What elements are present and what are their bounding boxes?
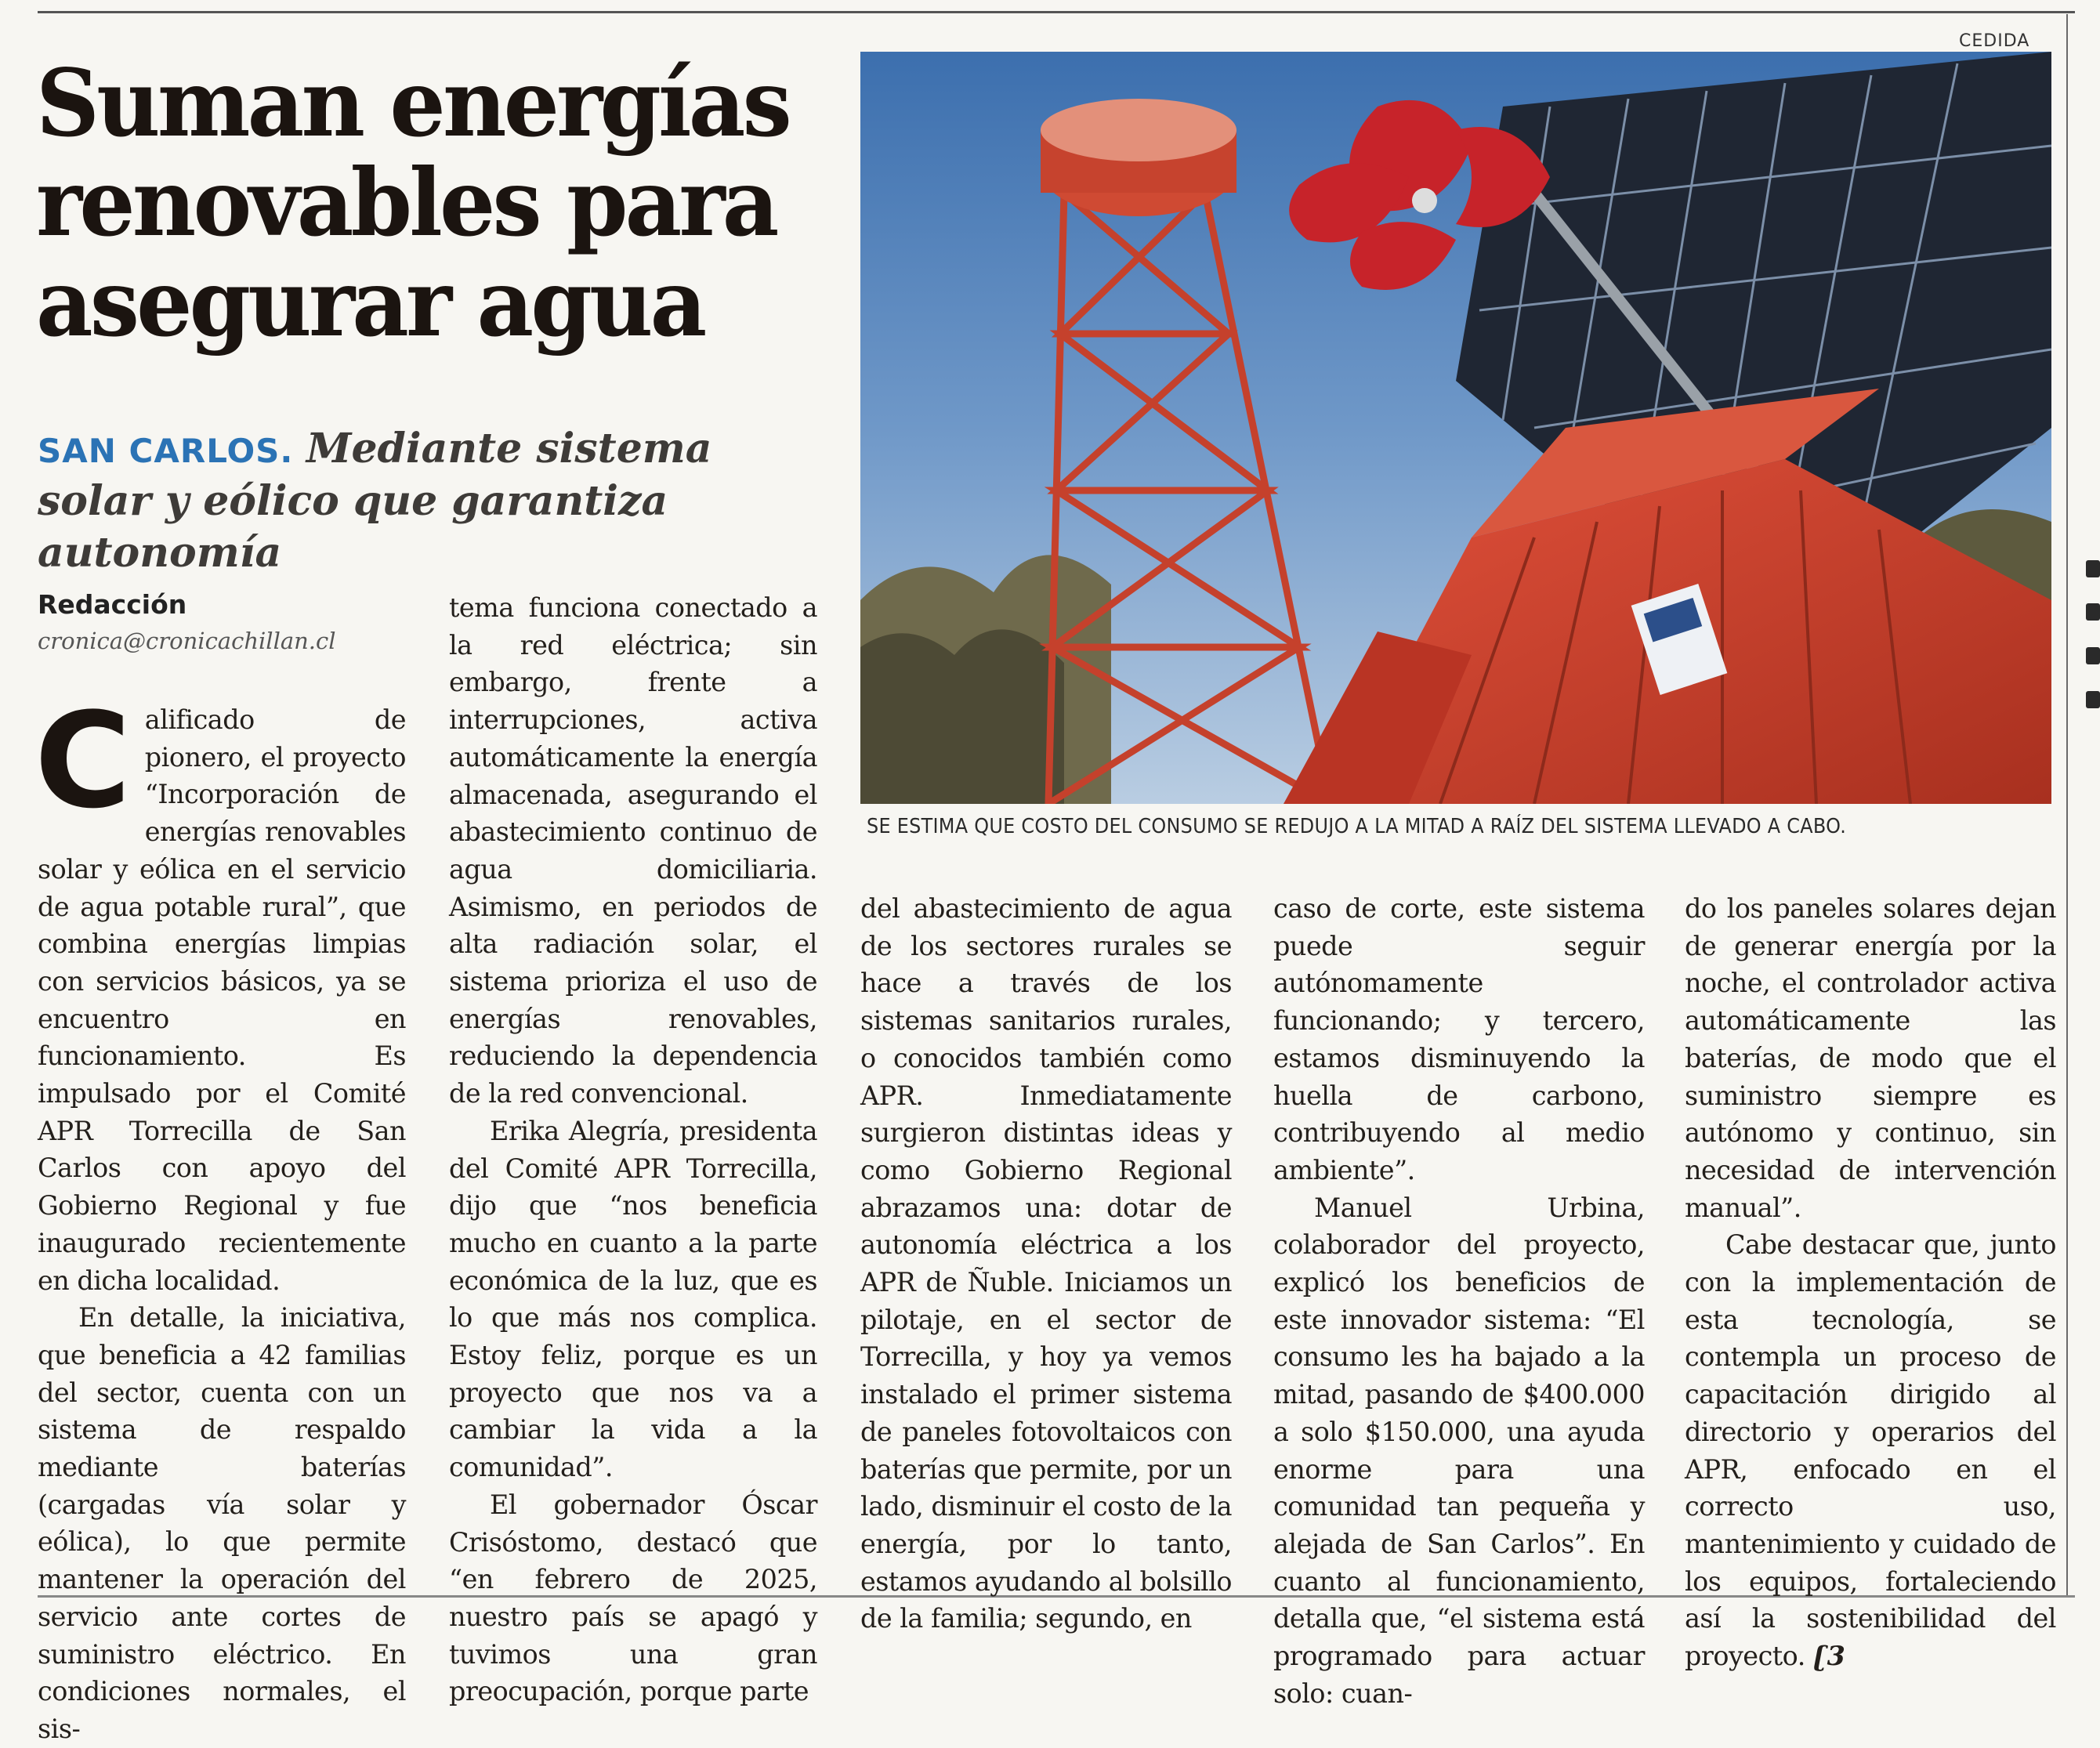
dateline-place: SAN CARLOS. — [38, 432, 294, 470]
end-mark: ʗ3 — [1812, 1641, 1845, 1672]
adjacent-text-edge — [2086, 603, 2100, 621]
paragraph — [1685, 1226, 2056, 1674]
paragraph: del abastecimiento de agua de los sectores rurales se hace a través de los sistemas sanitarios rurales, o conocidos también como APR. Inmediatamente surgieron distintas ideas y como Gobierno Regional abrazamos una: dotar de autonomía eléctrica a los APR de Ñuble. Iniciamos un pilotaje, en el sector de Torrecilla, y hoy ya vemos instalado el primer sistema de paneles fotovoltaicos con baterías que permite, por un lado, disminuir el costo de la energía, por lo tanto, estamos ayudando al bolsillo de la familia; segundo, en — [860, 893, 1232, 1634]
adjacent-article-edge — [2076, 47, 2100, 1591]
column-divider-rule — [2066, 14, 2068, 1595]
paragraph: do los paneles solares dejan de generar energía por la noche, el controlador activa automáticamente las baterías, de modo que el suministro siempre es autónomo y continuo, sin necesidad de intervención manual”. — [1685, 893, 2056, 1223]
deck-text: Mediante sistema solar y eólico que garantiza autonomía — [38, 425, 712, 577]
body-column-4 — [1273, 890, 1645, 1712]
top-rule — [38, 11, 2075, 13]
wind-turbine-water-tower-photo — [860, 52, 2051, 804]
photo-caption: SE ESTIMA QUE COSTO DEL CONSUMO SE REDUJO A LA MITAD A RAÍZ DEL SISTEMA LLEVADO A CABO. — [867, 815, 1847, 838]
headline: Suman energías renovables para asegurar agua — [36, 49, 789, 357]
paragraph: Erika Alegría, presidenta del Comité APR Torrecilla, dijo que “nos beneficia mucho en cuanto a la parte económica de la luz, que es lo que más nos complica. Estoy feliz, porque es un proyecto que nos va a cambiar la vida a la comunidad”. — [449, 1115, 817, 1483]
body-column-5 — [1685, 890, 2056, 1675]
paragraph — [34, 684, 406, 1299]
article-photo — [860, 52, 2051, 804]
photo-credit: CEDIDA — [1959, 31, 2030, 51]
adjacent-text-edge — [2086, 560, 2100, 577]
paragraph-text: alificado de pionero, el proyecto “Incorporación de energías renovables solar y eólica en el servicio de agua potable rural”, que combina energías limpias con servicios básicos, ya se encuentro en funcionamiento. Es impulsado por el Comité APR Torrecilla de San Carlos con apoyo del Gobierno Regional y fue inaugurado recientemente en dicha localidad. — [38, 704, 406, 1296]
paragraph: En detalle, la iniciativa, que beneficia a 42 familias del sector, cuenta con un sistema de respaldo mediante baterías (cargadas vía solar y eólica), lo que permite mantener la operación del servicio ante cortes de suministro eléctrico. En condiciones normales, el sis- — [38, 1302, 406, 1744]
paragraph: tema funciona conectado a la red eléctrica; sin embargo, frente a interrupciones, activa automáticamente la energía almacenada, asegurando el abastecimiento continuo de agua domiciliaria. Asimismo, en periodos de alta radiación solar, el sistema prioriza el uso de energías renovables, reduciendo la dependencia de la red convencional. — [449, 592, 817, 1109]
body-column-1 — [34, 684, 406, 1748]
adjacent-text-edge — [2086, 647, 2100, 664]
paragraph: caso de corte, este sistema puede seguir autónomamente funcionando; y tercero, estamos disminuyendo la huella de carbono, contribuyendo al medio ambiente”. — [1273, 893, 1645, 1185]
body-column-2 — [449, 589, 817, 1710]
adjacent-text-edge — [2086, 691, 2100, 708]
paragraph-text: Cabe destacar que, junto con la implementación de esta tecnología, se contempla un proceso de capacitación dirigido al directorio y operarios del APR, enfocado en el correcto uso, mantenimiento y cuidado de los equipos, fortaleciendo así la sostenibilidad del proyecto. — [1685, 1229, 2056, 1672]
drop-cap: C — [34, 684, 131, 838]
author-email: cronica@cronicachillan.cl — [38, 628, 336, 654]
subheadline — [38, 423, 821, 580]
body-column-3 — [860, 890, 1232, 1638]
paragraph: Manuel Urbina, colaborador del proyecto, explicó los beneficios de este innovador sistema: “El consumo les ha bajado a la mitad, pasando de $400.000 a solo $150.000, una ayuda enorme para una comunidad tan pequeña y alejada de San Carlos”. En cuanto al funcionamiento, detalla que, “el sistema está programado para actuar solo: cuan- — [1273, 1192, 1645, 1709]
paragraph: El gobernador Óscar Crisóstomo, destacó que “en febrero de 2025, nuestro país se apagó y tuvimos una gran preocupación, porque parte — [449, 1489, 817, 1707]
byline — [38, 589, 429, 654]
author-name: Redacción — [38, 589, 187, 620]
